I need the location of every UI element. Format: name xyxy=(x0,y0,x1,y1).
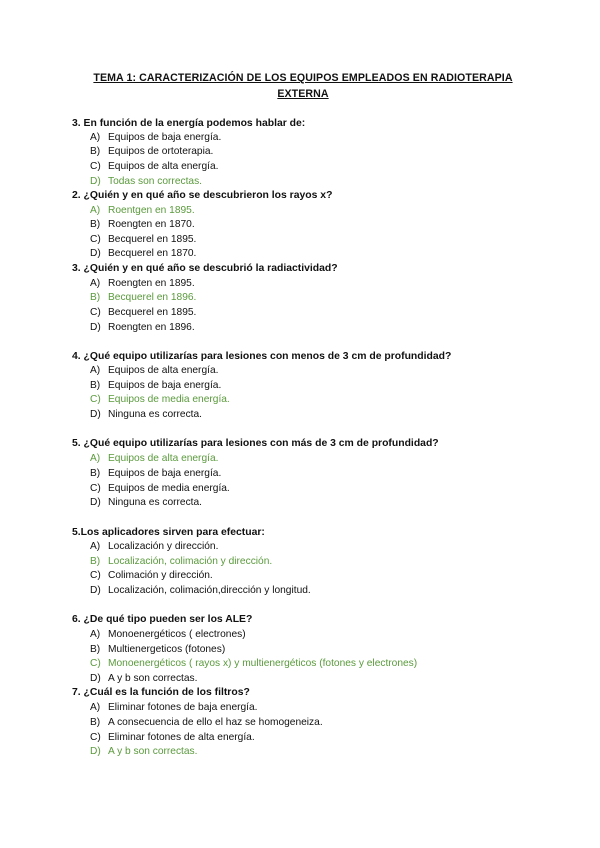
option-text: Equipos de ortoterapia. xyxy=(108,146,214,157)
option-7a xyxy=(90,628,246,642)
option-4b xyxy=(90,379,221,393)
option-letter: D) xyxy=(90,409,101,420)
option-5d xyxy=(90,496,202,510)
option-letter: B) xyxy=(90,717,101,728)
option-letter: C) xyxy=(90,307,101,318)
option-text: Localización, colimación y dirección. xyxy=(108,556,273,567)
option-2b xyxy=(90,218,195,232)
option-text: Equipos de alta energía. xyxy=(108,453,219,464)
option-text: A y b son correctas. xyxy=(108,673,198,684)
option-7d xyxy=(90,672,197,686)
option-letter: A) xyxy=(90,205,101,216)
option-letter: D) xyxy=(90,497,101,508)
option-text: Localización, colimación,dirección y longitud. xyxy=(108,585,311,596)
option-letter: A) xyxy=(90,365,101,376)
option-text: Equipos de baja energía. xyxy=(108,380,222,391)
option-letter: D) xyxy=(90,585,101,596)
option-text: Ninguna es correcta. xyxy=(108,497,203,508)
option-letter: A) xyxy=(90,278,101,289)
option-text: Equipos de baja energía. xyxy=(108,468,222,479)
option-3a xyxy=(90,277,195,291)
option-3d xyxy=(90,321,195,335)
option-5b xyxy=(90,467,221,481)
option-3c xyxy=(90,306,196,320)
option-text: Roengten en 1896. xyxy=(108,322,195,333)
option-letter: B) xyxy=(90,219,101,230)
option-text: Eliminar fotones de baja energía. xyxy=(108,702,258,713)
option-letter: A) xyxy=(90,541,101,552)
option-text: Becquerel en 1896. xyxy=(108,292,197,303)
option-text: Todas son correctas. xyxy=(108,176,202,187)
option-1c xyxy=(90,160,218,174)
document-title: TEMA 1: CARACTERIZACIÓN DE LOS EQUIPOS EMPLEADOS EN RADIOTERAPIA EXTERNA xyxy=(93,72,513,100)
option-letter: C) xyxy=(90,234,101,245)
option-text: A y b son correctas. xyxy=(108,746,198,757)
option-letter: A) xyxy=(90,702,101,713)
option-text: Roentgen en 1895. xyxy=(108,205,195,216)
option-text: Eliminar fotones de alta energía. xyxy=(108,732,255,743)
option-letter: B) xyxy=(90,556,101,567)
option-6a xyxy=(90,540,218,554)
option-text: Becquerel en 1895. xyxy=(108,307,197,318)
option-text: Monoenergéticos ( rayos x) y multienergéticos (fotones y electrones) xyxy=(108,658,418,669)
option-letter: C) xyxy=(90,658,101,669)
option-2c xyxy=(90,233,196,247)
question-3: 3. ¿Quién y en qué año se descubrió la radiactividad? xyxy=(72,263,338,274)
question-7: 6. ¿De qué tipo pueden ser los ALE? xyxy=(72,614,253,625)
option-2a xyxy=(90,204,195,218)
option-letter: C) xyxy=(90,570,101,581)
option-8b xyxy=(90,716,323,730)
option-6d xyxy=(90,584,311,598)
option-1b xyxy=(90,145,213,159)
option-text: Monoenergéticos ( electrones) xyxy=(108,629,246,640)
option-4d xyxy=(90,408,202,422)
option-text: Localización y dirección. xyxy=(108,541,219,552)
option-text: A consecuencia de ello el haz se homogeneiza. xyxy=(108,717,323,728)
option-letter: C) xyxy=(90,394,101,405)
option-7b xyxy=(90,643,225,657)
option-text: Ninguna es correcta. xyxy=(108,409,203,420)
option-3b xyxy=(90,291,196,305)
option-7c xyxy=(90,657,417,671)
option-8a xyxy=(90,701,258,715)
option-8d xyxy=(90,745,197,759)
option-6b xyxy=(90,555,272,569)
option-text: Colimación y dirección. xyxy=(108,570,213,581)
option-text: Equipos de media energía. xyxy=(108,394,230,405)
option-4c xyxy=(90,393,230,407)
question-1: 3. En función de la energía podemos hablar de: xyxy=(72,118,306,129)
option-letter: D) xyxy=(90,322,101,333)
option-text: Roengten en 1870. xyxy=(108,219,195,230)
question-2: 2. ¿Quién y en qué año se descubrieron los rayos x? xyxy=(72,190,333,201)
option-2d xyxy=(90,247,196,261)
option-letter: B) xyxy=(90,468,101,479)
option-text: Multienergeticos (fotones) xyxy=(108,644,226,655)
question-6: 5.Los aplicadores sirven para efectuar: xyxy=(72,527,265,538)
question-5: 5. ¿Qué equipo utilizarías para lesiones con más de 3 cm de profundidad? xyxy=(72,438,439,449)
option-8c xyxy=(90,731,255,745)
option-letter: A) xyxy=(90,132,101,143)
option-letter: B) xyxy=(90,292,101,303)
option-text: Becquerel en 1870. xyxy=(108,248,197,259)
option-letter: D) xyxy=(90,248,101,259)
option-letter: C) xyxy=(90,483,101,494)
option-text: Equipos de baja energía. xyxy=(108,132,222,143)
option-letter: B) xyxy=(90,644,101,655)
option-text: Equipos de media energía. xyxy=(108,483,230,494)
option-6c xyxy=(90,569,213,583)
option-letter: C) xyxy=(90,161,101,172)
option-text: Equipos de alta energía. xyxy=(108,161,219,172)
option-letter: D) xyxy=(90,673,101,684)
option-5c xyxy=(90,482,230,496)
option-4a xyxy=(90,364,218,378)
question-8: 7. ¿Cuál es la función de los filtros? xyxy=(72,687,250,698)
option-letter: A) xyxy=(90,453,101,464)
option-text: Roengten en 1895. xyxy=(108,278,195,289)
option-letter: B) xyxy=(90,146,101,157)
option-text: Equipos de alta energía. xyxy=(108,365,219,376)
option-letter: D) xyxy=(90,176,101,187)
option-letter: C) xyxy=(90,732,101,743)
option-letter: A) xyxy=(90,629,101,640)
option-letter: D) xyxy=(90,746,101,757)
option-text: Becquerel en 1895. xyxy=(108,234,197,245)
option-1a xyxy=(90,131,221,145)
option-1d xyxy=(90,175,202,189)
question-4: 4. ¿Qué equipo utilizarías para lesiones con menos de 3 cm de profundidad? xyxy=(72,351,452,362)
option-letter: B) xyxy=(90,380,101,391)
option-5a xyxy=(90,452,218,466)
